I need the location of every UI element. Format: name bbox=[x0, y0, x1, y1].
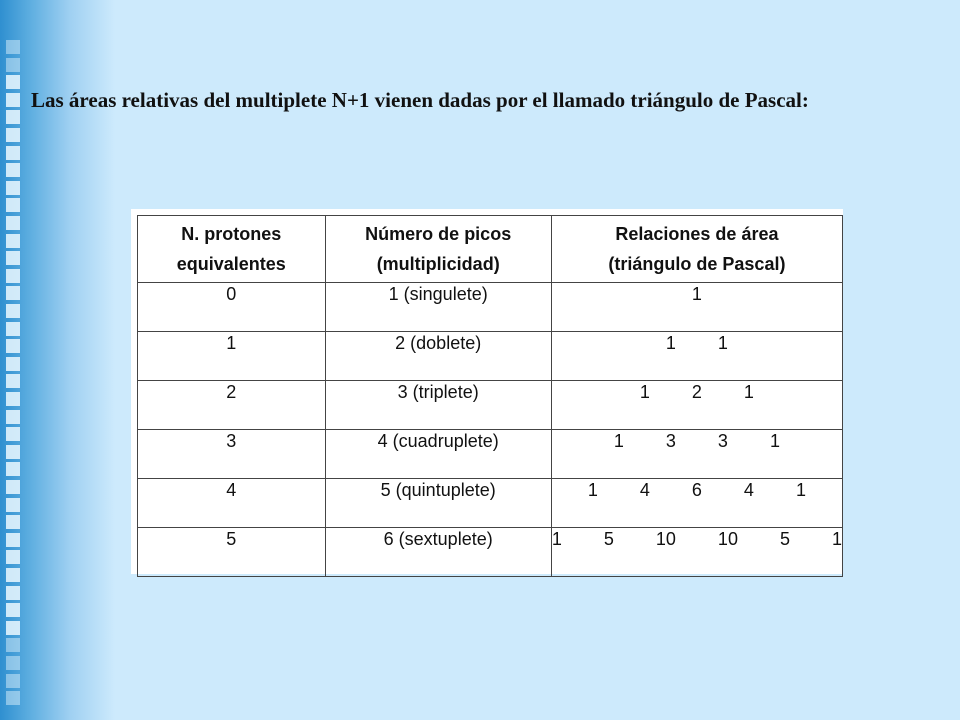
decorative-square bbox=[6, 234, 20, 248]
cell-relaciones: 1 2 1 bbox=[551, 381, 842, 430]
decorative-square bbox=[6, 304, 20, 318]
header-picos bbox=[325, 216, 551, 283]
intro-line-2: de Pascal: bbox=[718, 88, 809, 112]
header-protones bbox=[138, 216, 326, 283]
decorative-square bbox=[6, 40, 20, 54]
header-protones-line-1: N. protones bbox=[181, 224, 282, 244]
decorative-square bbox=[6, 638, 20, 652]
table-row bbox=[138, 430, 843, 479]
decorative-square bbox=[6, 392, 20, 406]
header-relaciones-line-1: Relaciones de área bbox=[615, 224, 779, 244]
decorative-square bbox=[6, 58, 20, 72]
decorative-square bbox=[6, 498, 20, 512]
decorative-square bbox=[6, 198, 20, 212]
decorative-square bbox=[6, 163, 20, 177]
decorative-square bbox=[6, 674, 20, 688]
cell-picos: 1 (singulete) bbox=[325, 283, 551, 332]
cell-protones: 0 bbox=[138, 283, 326, 332]
cell-relaciones: 1 1 bbox=[551, 332, 842, 381]
cell-picos: 3 (triplete) bbox=[325, 381, 551, 430]
decorative-square bbox=[6, 586, 20, 600]
cell-picos: 4 (cuadruplete) bbox=[325, 430, 551, 479]
cell-protones: 4 bbox=[138, 479, 326, 528]
decorative-square bbox=[6, 181, 20, 195]
header-relaciones-line-2: (triángulo de Pascal) bbox=[608, 254, 786, 274]
decorative-square bbox=[6, 93, 20, 107]
header-relaciones bbox=[551, 216, 842, 283]
intro-paragraph bbox=[31, 82, 911, 119]
decorative-square bbox=[6, 427, 20, 441]
decorative-square bbox=[6, 146, 20, 160]
decorative-square bbox=[6, 269, 20, 283]
decorative-square bbox=[6, 656, 20, 670]
decorative-square bbox=[6, 445, 20, 459]
decorative-square bbox=[6, 339, 20, 353]
table-row bbox=[138, 528, 843, 577]
decorative-square bbox=[6, 691, 20, 705]
cell-picos: 6 (sextuplete) bbox=[325, 528, 551, 577]
decorative-square-column bbox=[6, 40, 28, 720]
table-header-row bbox=[138, 216, 843, 283]
decorative-square bbox=[6, 462, 20, 476]
header-picos-line-2: (multiplicidad) bbox=[376, 254, 500, 274]
decorative-square bbox=[6, 621, 20, 635]
header-picos-line-1: Número de picos bbox=[365, 224, 512, 244]
cell-picos: 2 (doblete) bbox=[325, 332, 551, 381]
decorative-square bbox=[6, 128, 20, 142]
table-row bbox=[138, 332, 843, 381]
cell-relaciones: 1 5 10 10 5 1 bbox=[551, 528, 842, 577]
decorative-square bbox=[6, 533, 20, 547]
cell-picos: 5 (quintuplete) bbox=[325, 479, 551, 528]
table-row bbox=[138, 381, 843, 430]
header-protones-line-2: equivalentes bbox=[176, 254, 286, 274]
decorative-square bbox=[6, 357, 20, 371]
table-row bbox=[138, 479, 843, 528]
decorative-square bbox=[6, 480, 20, 494]
decorative-square bbox=[6, 515, 20, 529]
decorative-square bbox=[6, 322, 20, 336]
decorative-square bbox=[6, 110, 20, 124]
cell-protones: 3 bbox=[138, 430, 326, 479]
decorative-square bbox=[6, 251, 20, 265]
intro-line-1: Las áreas relativas del multiplete N+1 vienen dadas por el llamado triángulo bbox=[31, 88, 714, 112]
cell-relaciones: 1 bbox=[551, 283, 842, 332]
decorative-square bbox=[6, 568, 20, 582]
cell-protones: 1 bbox=[138, 332, 326, 381]
pascal-table-panel bbox=[131, 209, 843, 574]
decorative-square bbox=[6, 410, 20, 424]
table-row bbox=[138, 283, 843, 332]
decorative-square bbox=[6, 286, 20, 300]
cell-protones: 5 bbox=[138, 528, 326, 577]
cell-relaciones: 1 4 6 4 1 bbox=[551, 479, 842, 528]
decorative-square bbox=[6, 550, 20, 564]
decorative-square bbox=[6, 374, 20, 388]
decorative-square bbox=[6, 216, 20, 230]
decorative-square bbox=[6, 603, 20, 617]
decorative-square bbox=[6, 75, 20, 89]
pascal-table bbox=[137, 215, 843, 577]
cell-protones: 2 bbox=[138, 381, 326, 430]
cell-relaciones: 1 3 3 1 bbox=[551, 430, 842, 479]
